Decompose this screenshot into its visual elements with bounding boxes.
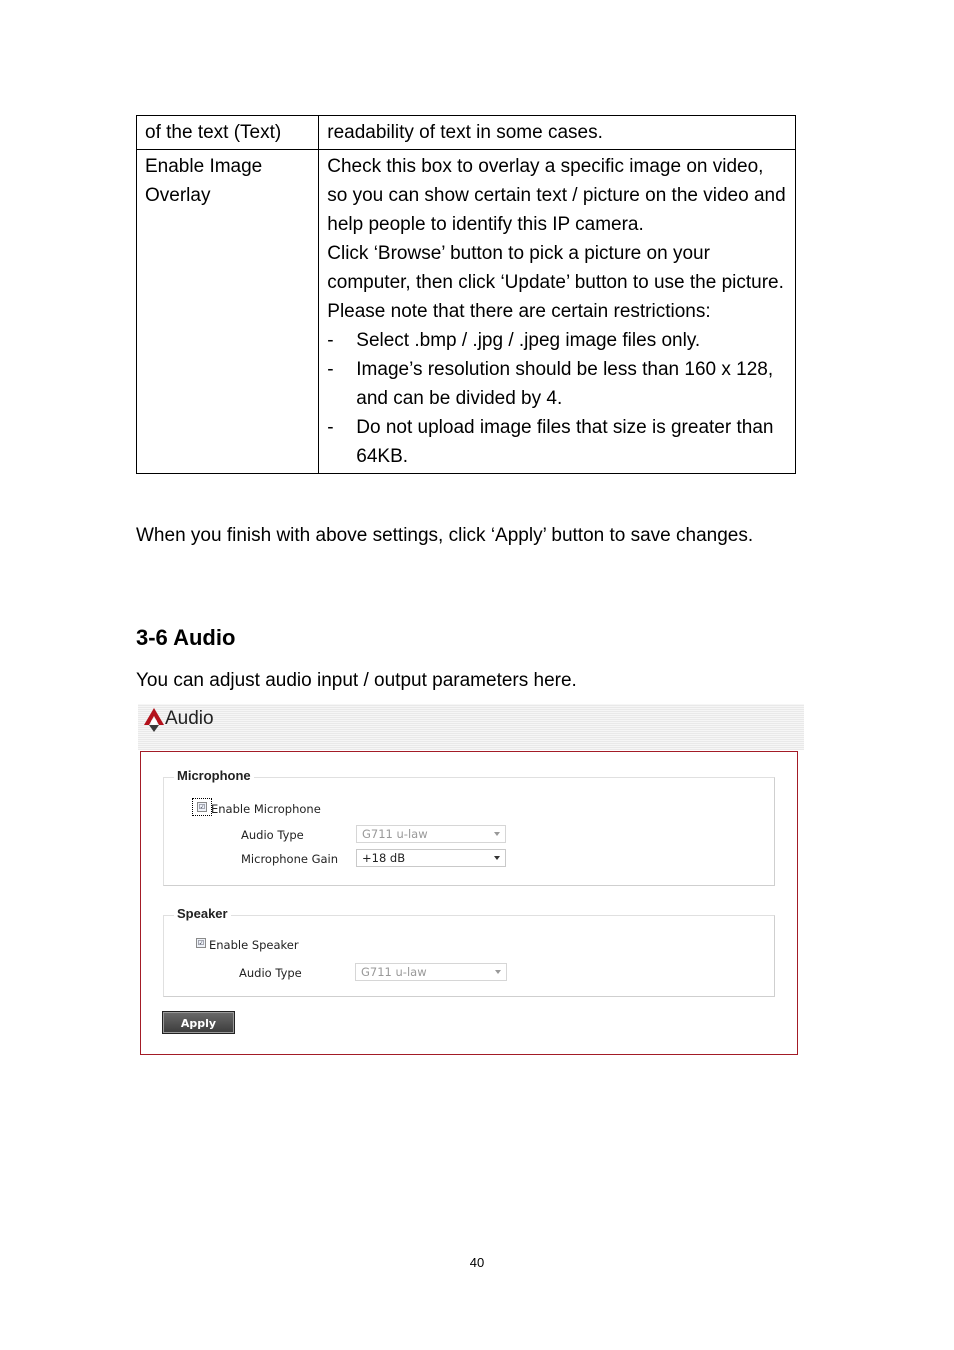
microphone-gain-value: +18 dB (362, 851, 406, 865)
speaker-audio-type-value: G711 u-law (361, 965, 427, 979)
list-item (327, 326, 787, 355)
list-item-text: Do not upload image files that size is greater than 64KB. (356, 417, 774, 467)
table-cell-description: readability of text in some cases. (319, 116, 796, 150)
enable-microphone-checkbox[interactable]: ☑ (198, 803, 206, 811)
microphone-audio-type-select (356, 825, 506, 843)
apply-instruction: When you finish with above settings, click ‘Apply’ button to save changes. (136, 525, 754, 546)
microphone-gain-label: Microphone Gain (241, 852, 339, 866)
table-row (137, 116, 796, 150)
list-item-text: Select .bmp / .jpg / .jpeg image files only. (356, 330, 701, 351)
bullet-marker: - (327, 330, 334, 351)
table-cell-setting: of the text (Text) (137, 116, 319, 150)
section-heading: 3-6 Audio (136, 625, 236, 650)
microphone-legend: Microphone (174, 768, 254, 783)
microphone-audio-type-value: G711 u-law (362, 827, 428, 841)
screenshot-title: Audio (165, 708, 214, 729)
bullet-marker: - (327, 417, 334, 438)
table-cell-description (319, 150, 796, 474)
chevron-down-icon (494, 832, 500, 836)
table-cell-setting: Enable Image Overlay (137, 150, 319, 474)
restriction-list (327, 326, 787, 471)
speaker-legend: Speaker (174, 906, 231, 921)
description-paragraph: Click ‘Browse’ button to pick a picture on your computer, then click ‘Update’ button to use the picture. Please note that there are certain restrictions: (327, 243, 784, 322)
chevron-down-icon (494, 856, 500, 860)
audio-settings-panel (140, 751, 798, 1055)
page-number: 40 (469, 1255, 485, 1270)
screenshot-header (138, 704, 804, 750)
microphone-gain-select[interactable] (356, 849, 506, 867)
list-item (327, 413, 787, 471)
enable-speaker-checkbox[interactable]: ☑ (197, 939, 205, 947)
audio-settings-screenshot (138, 704, 804, 1058)
table-row (137, 150, 796, 474)
list-item (327, 355, 787, 413)
enable-microphone-label[interactable]: Enable Microphone (211, 802, 321, 816)
speaker-fieldset (163, 906, 775, 997)
chevron-down-icon (495, 970, 501, 974)
bullet-marker: - (327, 359, 334, 380)
speaker-audio-type-label: Audio Type (239, 966, 302, 980)
section-intro: You can adjust audio input / output parameters here. (136, 670, 577, 691)
apply-button[interactable]: Apply (162, 1011, 235, 1034)
microphone-fieldset (163, 768, 775, 886)
settings-table (136, 115, 796, 474)
brand-logo-icon (143, 707, 165, 733)
description-paragraph: Check this box to overlay a specific image on video, so you can show certain text / picture on the video and help people to identify this IP camera. (327, 156, 786, 235)
microphone-audio-type-label: Audio Type (241, 828, 304, 842)
enable-speaker-label[interactable]: Enable Speaker (209, 938, 299, 952)
speaker-audio-type-select (355, 963, 507, 981)
list-item-text: Image’s resolution should be less than 160 x 128, and can be divided by 4. (356, 359, 774, 409)
